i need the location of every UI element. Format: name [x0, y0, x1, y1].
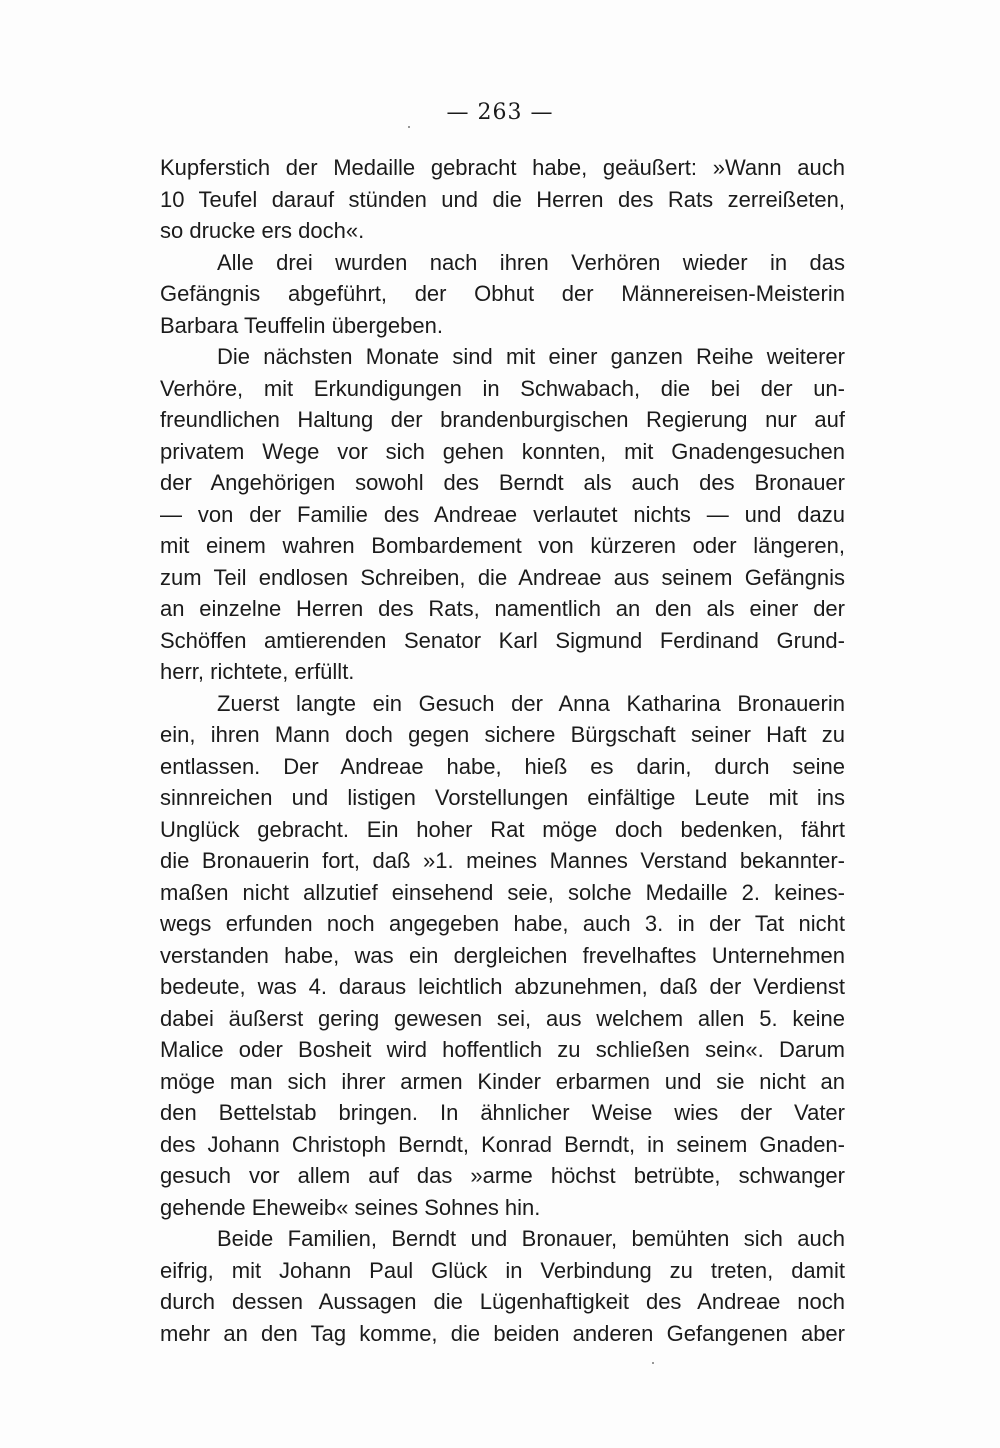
text-line: ein, ihren Mann doch gegen sichere Bürgschaft seiner Haft zu [160, 722, 845, 747]
text-line: — von der Familie des Andreae verlautet nichts — und dazu [160, 501, 845, 527]
text-line: an einzelne Herren des Rats, namentlich an den als einer der [160, 596, 845, 621]
text-line: Gefängnis abgeführt, der Obhut der Männereisen-Meisterin [160, 281, 845, 306]
paragraph-first-line: Beide Familien, Berndt und Bronauer, bemühten sich auch [217, 1226, 845, 1251]
text-line: gehende Eheweib« seines Sohnes hin. [160, 1194, 541, 1220]
text-line: maßen nicht allzutief einsehend seie, solche Medaille 2. keines- [160, 879, 845, 905]
text-line: Barbara Teuffelin übergeben. [160, 312, 443, 338]
text-line: eifrig, mit Johann Paul Glück in Verbindung zu treten, damit [160, 1257, 845, 1283]
body-text [160, 152, 845, 1349]
text-line: verstanden habe, was ein dergleichen frevelhaftes Unternehmen [160, 942, 845, 968]
text-line: dabei äußerst gering gewesen sei, aus welchem allen 5. keine [160, 1005, 845, 1031]
text-line: durch dessen Aussagen die Lügenhaftigkeit des Andreae noch [160, 1289, 845, 1314]
text-line: Schöffen amtierenden Senator Karl Sigmund Ferdinand Grund- [160, 627, 845, 653]
paragraph-first-line: Zuerst langte ein Gesuch der Anna Katharina Bronauerin [217, 690, 845, 716]
paragraph-first-line: Die nächsten Monate sind mit einer ganzen Reihe weiterer [217, 344, 845, 369]
text-line: herr, richtete, erfüllt. [160, 659, 355, 684]
text-line: 10 Teufel darauf stünden und die Herren des Rats zerreißeten, [160, 186, 845, 212]
paragraph-first-line: Alle drei wurden nach ihren Verhören wieder in das [217, 249, 845, 275]
text-line: Unglück gebracht. Ein hoher Rat möge doch bedenken, fährt [160, 816, 845, 842]
text-line: freundlichen Haltung der brandenburgischen Regierung nur auf [160, 407, 845, 432]
text-line: des Johann Christoph Berndt, Konrad Berndt, in seinem Gnaden- [160, 1131, 845, 1157]
text-line: der Angehörigen sowohl des Berndt als auch des Bronauer [160, 470, 845, 495]
text-line: mit einem wahren Bombardement von kürzeren oder längeren, [160, 533, 845, 558]
paper-speck [652, 1362, 654, 1364]
text-line: möge man sich ihrer armen Kinder erbarmen und sie nicht an [160, 1068, 845, 1094]
text-line: bedeute, was 4. daraus leichtlich abzunehmen, daß der Verdienst [160, 974, 845, 999]
text-line: den Bettelstab bringen. In ähnlicher Weise wies der Vater [160, 1100, 845, 1125]
text-line: Malice oder Bosheit wird hoffentlich zu schließen sein«. Darum [160, 1037, 845, 1062]
text-line: Verhöre, mit Erkundigungen in Schwabach, die bei der un- [160, 375, 845, 401]
text-line: privatem Wege vor sich gehen konnten, mit Gnadengesuchen [160, 438, 845, 464]
text-line: wegs erfunden noch angegeben habe, auch 3. in der Tat nicht [160, 911, 845, 936]
text-line: die Bronauerin fort, daß »1. meines Mannes Verstand bekannter- [160, 848, 845, 873]
text-line: sinnreichen und listigen Vorstellungen einfältige Leute mit ins [160, 785, 845, 810]
text-line: mehr an den Tag komme, die beiden anderen Gefangenen aber [160, 1320, 845, 1346]
text-line: so drucke ers doch«. [160, 218, 365, 243]
text-line: gesuch vor allem auf das »arme höchst betrübte, schwanger [160, 1163, 845, 1188]
text-line: entlassen. Der Andreae habe, hieß es darin, durch seine [160, 753, 845, 779]
paper-speck [408, 126, 410, 128]
text-line: Kupferstich der Medaille gebracht habe, geäußert: »Wann auch [160, 155, 845, 180]
text-line: zum Teil endlosen Schreiben, die Andreae aus seinem Gefängnis [160, 564, 845, 590]
page-number: — 263 — [446, 100, 554, 125]
